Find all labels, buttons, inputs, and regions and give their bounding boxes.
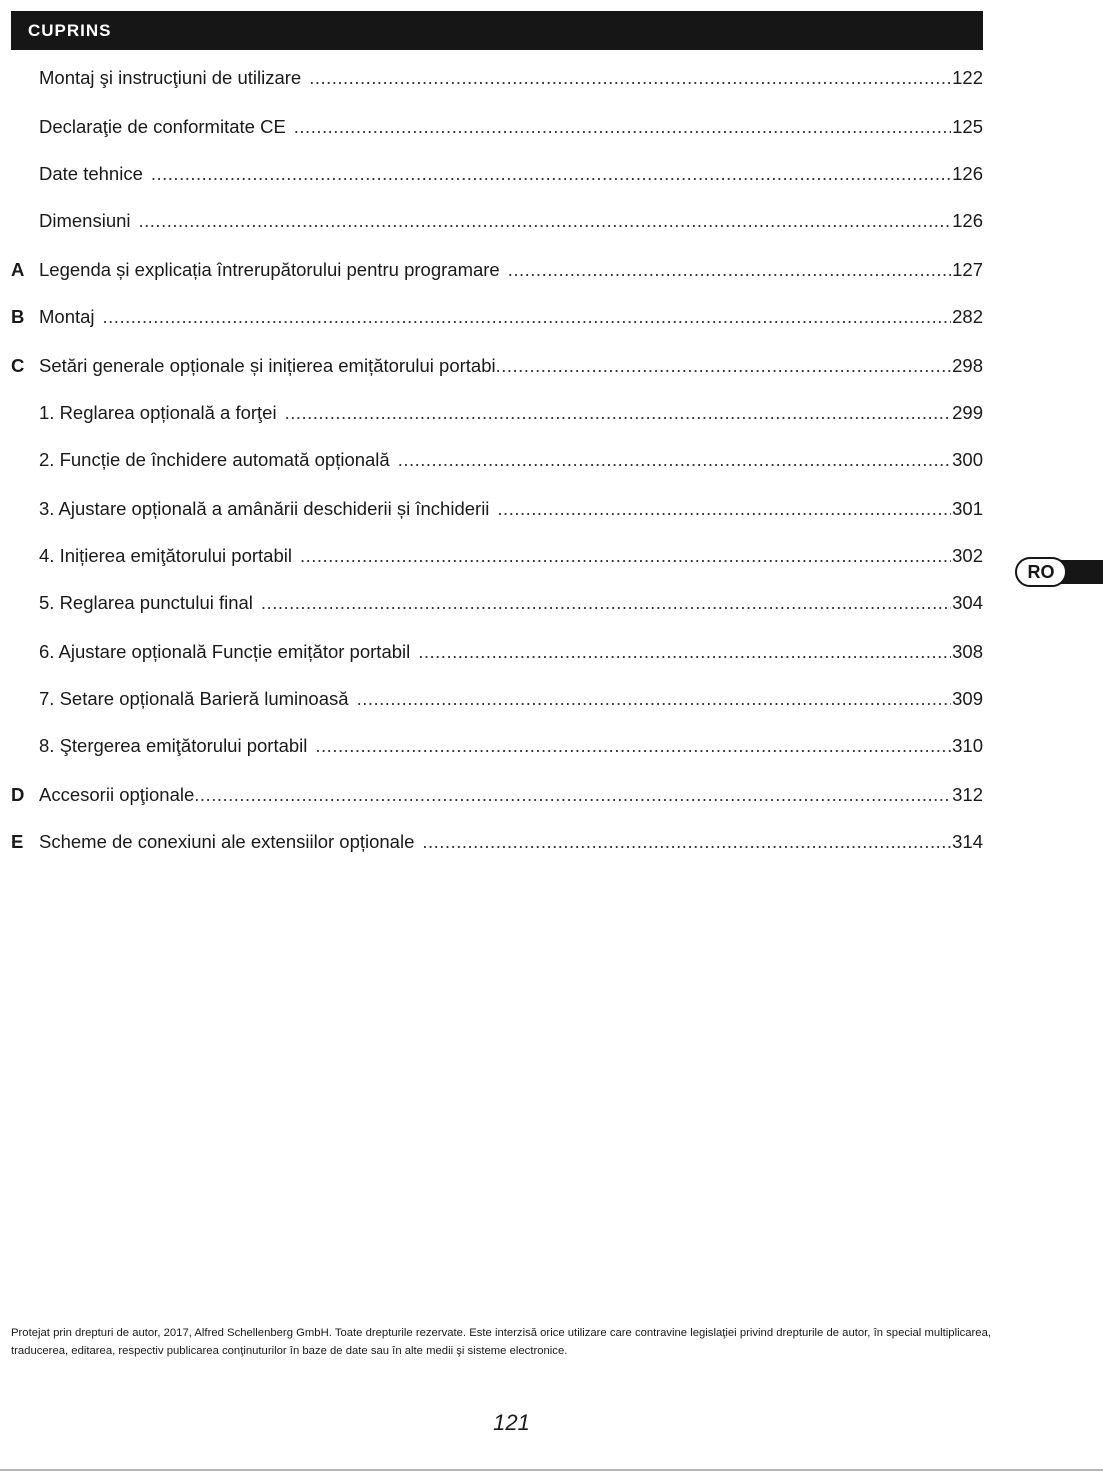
toc-entry-title: 7. Setare opțională Barieră luminoasă	[39, 688, 349, 709]
toc-line	[39, 305, 983, 329]
toc-entry[interactable]	[0, 544, 983, 568]
toc-dot-leader	[418, 640, 951, 664]
toc-page-number: 304	[952, 592, 983, 613]
toc-dot-leader	[398, 448, 951, 472]
toc-entry[interactable]	[0, 687, 983, 711]
toc-dot-leader	[309, 66, 951, 90]
toc-page-number: 301	[952, 498, 983, 519]
toc-entry[interactable]	[0, 66, 983, 90]
toc-line	[39, 258, 983, 282]
toc-entry-title: Accesorii opţionale	[39, 784, 195, 805]
toc-page-number: 127	[952, 259, 983, 280]
toc-entry-title: Date tehnice	[39, 163, 143, 184]
toc-line	[39, 544, 983, 568]
toc-entry[interactable]	[0, 305, 983, 329]
toc-dot-leader	[422, 830, 951, 854]
toc-line	[39, 591, 983, 615]
toc-entry[interactable]	[0, 115, 983, 139]
toc-entry[interactable]	[0, 830, 983, 854]
toc-line	[39, 640, 983, 664]
toc-entry[interactable]	[0, 401, 983, 425]
language-badge	[1015, 557, 1067, 587]
toc-entry-title: Scheme de conexiuni ale extensiilor opționale	[39, 831, 415, 852]
toc-dot-leader	[261, 591, 951, 615]
toc-line	[39, 830, 983, 854]
toc-dot-leader	[294, 115, 951, 139]
toc-entry-title: 4. Inițierea emiţătorului portabil	[39, 545, 292, 566]
toc-line	[39, 687, 983, 711]
toc-page-number: 298	[952, 355, 983, 376]
toc-entry-title: 3. Ajustare opțională a amânării deschiderii și închiderii	[39, 498, 490, 519]
toc-dot-leader	[194, 783, 951, 807]
toc-dot-leader	[103, 305, 952, 329]
toc-page-number: 282	[952, 306, 983, 327]
toc-entry-title: 8. Ştergerea emiţătorului portabil	[39, 735, 308, 756]
toc-line	[39, 209, 983, 233]
toc-page-number: 308	[952, 641, 983, 662]
toc-page-number: 309	[952, 688, 983, 709]
toc-entry-title: Legenda și explicația întrerupătorului pentru programare	[39, 259, 500, 280]
toc-page-number: 299	[952, 402, 983, 423]
toc-line	[39, 497, 983, 521]
toc-line	[39, 115, 983, 139]
toc-line	[39, 162, 983, 186]
toc-page-number: 126	[952, 163, 983, 184]
toc-page-number: 300	[952, 449, 983, 470]
toc-dot-leader	[496, 354, 952, 378]
toc-dot-leader	[151, 162, 951, 186]
toc-section-letter: B	[11, 306, 25, 327]
toc-entry-title: Montaj şi instrucţiuni de utilizare	[39, 67, 302, 88]
toc-entry[interactable]	[0, 783, 983, 807]
toc-dot-leader	[300, 544, 951, 568]
toc-entry-title: 2. Funcție de închidere automată opțională	[39, 449, 390, 470]
section-header-bar	[11, 11, 983, 50]
bottom-divider	[0, 1469, 1103, 1471]
toc-page-number: 314	[952, 831, 983, 852]
toc-entry-title: 6. Ajustare opțională Funcție emițător portabil	[39, 641, 411, 662]
page-title: CUPRINS	[28, 20, 112, 40]
toc-entry[interactable]	[0, 497, 983, 521]
toc-line	[39, 66, 983, 90]
toc-dot-leader	[357, 687, 952, 711]
toc-entry[interactable]	[0, 448, 983, 472]
toc-line	[39, 783, 983, 807]
toc-page-number: 125	[952, 116, 983, 137]
toc-entry-title: Dimensiuni	[39, 210, 131, 231]
toc-dot-leader	[139, 209, 952, 233]
toc-entry[interactable]	[0, 209, 983, 233]
toc-page-number: 310	[952, 735, 983, 756]
toc-dot-leader	[315, 734, 951, 758]
toc-line	[39, 401, 983, 425]
toc-page-number: 312	[952, 784, 983, 805]
toc-page-number: 122	[952, 67, 983, 88]
page-number: 121	[493, 1410, 530, 1435]
toc-entry[interactable]	[0, 354, 983, 378]
toc-page-number: 302	[952, 545, 983, 566]
toc-entry-title: 5. Reglarea punctului final	[39, 592, 253, 613]
toc-entry-title: Declaraţie de conformitate CE	[39, 116, 286, 137]
toc-page-number: 126	[952, 210, 983, 231]
toc-entry[interactable]	[0, 734, 983, 758]
toc-line	[39, 734, 983, 758]
toc-entry[interactable]	[0, 258, 983, 282]
toc-entry-title: Montaj	[39, 306, 95, 327]
toc-section-letter: E	[11, 831, 24, 852]
toc-section-letter: C	[11, 355, 25, 376]
toc-entry[interactable]	[0, 591, 983, 615]
toc-dot-leader	[497, 497, 951, 521]
toc-dot-leader	[508, 258, 951, 282]
toc-entry[interactable]	[0, 162, 983, 186]
language-label: RO	[1027, 561, 1055, 582]
toc-entry[interactable]	[0, 640, 983, 664]
toc-line	[39, 448, 983, 472]
toc-dot-leader	[285, 401, 952, 425]
toc-line	[39, 354, 983, 378]
copyright-notice: Protejat prin drepturi de autor, 2017, Alfred Schellenberg GmbH. Toate drepturile rezervate. Este interzisă orice utilizare care contravine legislaţiei privind drepturile de autor, în special multiplicarea, traducerea, editarea, respectiv publicarea conţinuturilor în baze de date sau în alte medii şi sisteme electronice.	[11, 1327, 991, 1357]
language-tab[interactable]	[1013, 557, 1103, 587]
toc-section-letter: A	[11, 259, 25, 280]
toc-section-letter: D	[11, 784, 25, 805]
toc-entry-title: 1. Reglarea opțională a forţei	[39, 402, 277, 423]
toc-entry-title: Setări generale opționale și inițierea emițătorului portabi	[39, 355, 496, 376]
